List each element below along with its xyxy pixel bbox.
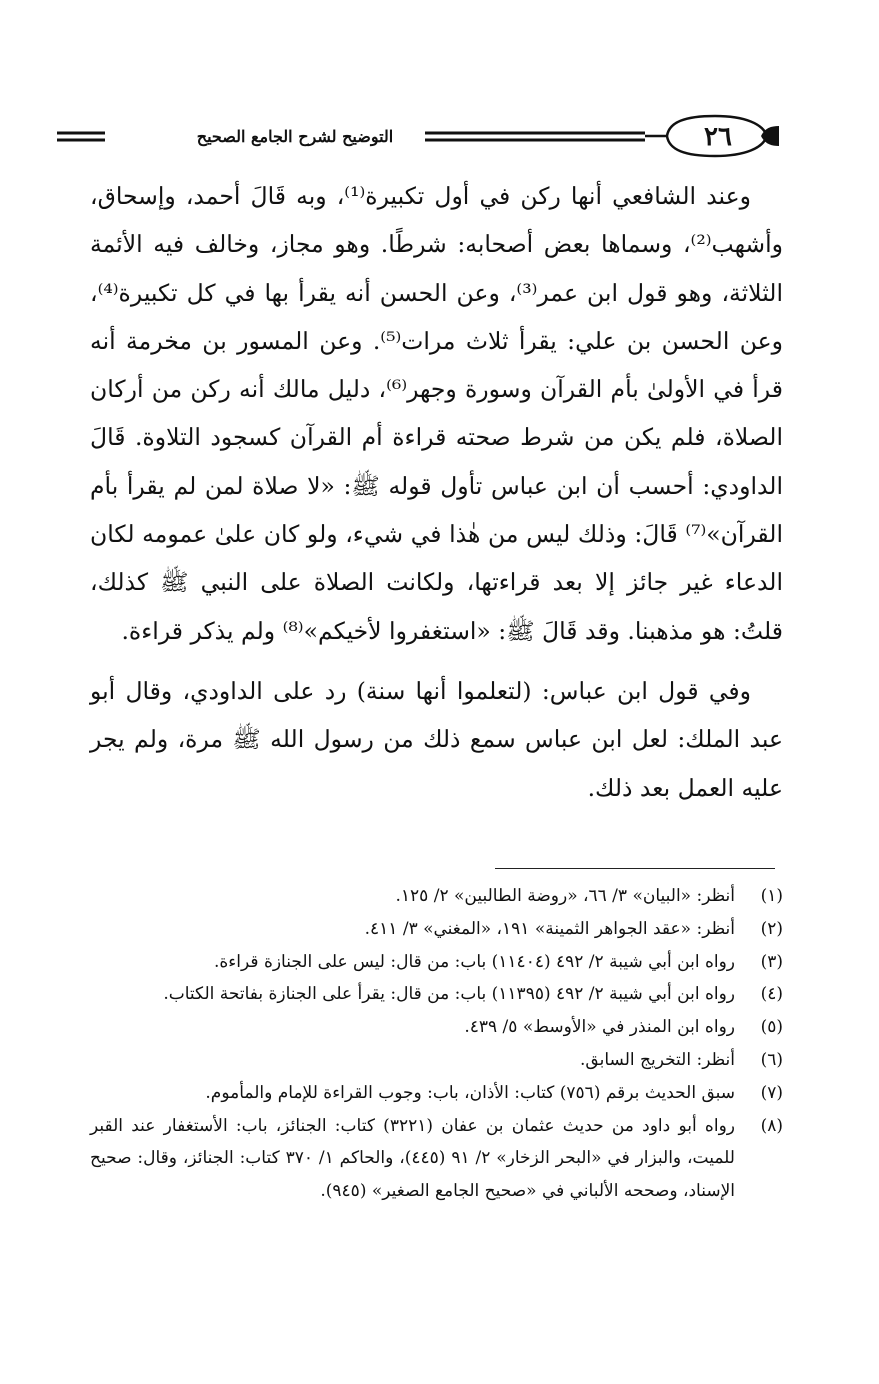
footnote-4 bbox=[90, 978, 783, 1011]
footnote-number: (٥) bbox=[760, 1017, 783, 1038]
main-text bbox=[90, 172, 783, 812]
footnote-text: أنظر: التخريج السابق. bbox=[580, 1049, 735, 1070]
footnote-text: أنظر: «البيان» ٣/ ٦٦، «روضة الطالبين» ٢/ ١٢٥. bbox=[395, 886, 735, 906]
footnote-number: (٢) bbox=[760, 918, 783, 939]
footnote-1 bbox=[90, 880, 783, 913]
footnote-number: (٤) bbox=[760, 984, 783, 1005]
page-number: ٢٦ bbox=[704, 122, 732, 152]
footnote-text: رواه ابن أبي شيبة ٢/ ٤٩٢ (١١٤٠٤) باب: من قال: ليس على الجنازة قراءة. bbox=[214, 951, 735, 972]
footnote-number: (١) bbox=[760, 886, 783, 906]
footnote-2 bbox=[90, 913, 783, 946]
footnote-8 bbox=[90, 1110, 783, 1208]
footnote-number: (٨) bbox=[760, 1115, 783, 1136]
footnote-6 bbox=[90, 1044, 783, 1077]
footnote-7 bbox=[90, 1077, 783, 1110]
footnote-text: أنظر: «عقد الجواهر الثمينة» ١٩١، «المغني» ٣/ ٤١١. bbox=[364, 918, 735, 939]
footnote-5 bbox=[90, 1011, 783, 1044]
paragraph-1: وعند الشافعي أنها ركن في أول تكبيرة⁽¹⁾، وبه قَالَ أحمد، وإسحاق، وأشهب⁽²⁾، وسماها بعض أصحابه: شرطًا. وهو مجاز، وخالف فيه الأئمة الثلاثة، وهو قول ابن عمر⁽³⁾، وعن الحسن أنه يقرأ بها في كل تكبيرة⁽⁴⁾، وعن الحسن بن علي: يقرأ ثلاث مرات⁽⁵⁾. وعن المسور بن مخرمة أنه قرأ في الأولىٰ بأم القرآن وسورة وجهر⁽⁶⁾، دليل مالك أنه ركن من أركان الصلاة، فلم يكن من شرط صحته قراءة أم القرآن كسجود التلاوة. قَالَ الداودي: أحسب أن ابن عباس تأول قوله ﷺ: «لا صلاة لمن لم يقرأ بأم القرآن»⁽⁷⁾ قَالَ: وذلك ليس من هٰذا في شيء، ولو كان علىٰ عمومه لكان الدعاء غير جائز إلا بعد قراءتها، ولكانت الصلاة على النبي ﷺ كذلك، قلتُ: هو مذهبنا. وقد قَالَ ﷺ: «استغفروا لأخيكم»⁽⁸⁾ ولم يذكر قراءة. bbox=[90, 182, 783, 645]
footnote-divider bbox=[495, 868, 775, 869]
footnote-number: (٣) bbox=[760, 951, 783, 972]
footnote-text: سبق الحديث برقم (٧٥٦) كتاب: الأذان، باب: وجوب القراءة للإمام والمأموم. bbox=[205, 1082, 735, 1103]
running-title: التوضيح لشرح الجامع الصحيح bbox=[165, 122, 425, 152]
footnote-3 bbox=[90, 946, 783, 979]
page-header bbox=[55, 112, 779, 162]
footnote-number: (٦) bbox=[760, 1049, 783, 1070]
paragraph-2: وفي قول ابن عباس: (لتعلموا أنها سنة) رد على الداودي، وقال أبو عبد الملك: لعل ابن عباس سمع ذلك من رسول الله ﷺ مرة، ولم يجر عليه العمل بعد ذلك. bbox=[90, 676, 783, 802]
footnotes bbox=[90, 880, 783, 1208]
footnote-text: رواه ابن أبي شيبة ٢/ ٤٩٢ (١١٣٩٥) باب: من قال: يقرأ على الجنازة بفاتحة الكتاب. bbox=[163, 984, 735, 1005]
footnote-text: رواه أبو داود من حديث عثمان بن عفان (٣٢٢١) كتاب: الجنائز، باب: الأستغفار عند القبر للميت، والبزار في «البحر الزخار» ٢/ ٩١ (٤٤٥)، والحاكم ١/ ٣٧٠ كتاب: الجنائز، وقال: صحيح الإسناد، وصححه الألباني في «صحيح الجامع الصغير» (٩٤٥). bbox=[90, 1115, 735, 1202]
footnote-text: رواه ابن المنذر في «الأوسط» ٥/ ٤٣٩. bbox=[464, 1017, 735, 1038]
footnote-number: (٧) bbox=[760, 1082, 783, 1103]
